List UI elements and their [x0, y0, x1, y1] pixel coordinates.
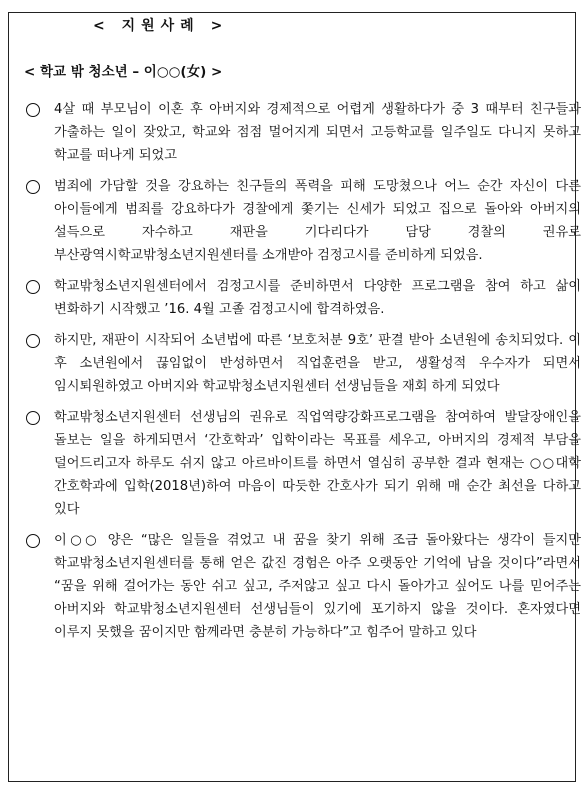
list-item-text: 하지만, 재판이 시작되어 소년법에 따른 ‘보호처분 9호’ 판결 받아 소년원에 송치되었다. 이 후 소년원에서 끊임없이 반성하면서 직업훈련을 받고, 생활성적 우수자가 되면서 임시퇴원하였고 아버지와 학교밖청소년지원센터 선생님들을 재회 하게 되었다	[54, 333, 581, 394]
circle-bullet-icon	[26, 103, 40, 117]
case-subtitle: < 학교 밖 청소년 – 이○○(女) >	[24, 64, 223, 80]
list-item	[26, 329, 581, 398]
circle-bullet-icon	[26, 411, 40, 425]
circle-bullet-icon	[26, 534, 40, 548]
list-item-text: 학교밖청소년지원센터에서 검정고시를 준비하면서 다양한 프로그램을 참여 하고 삶이 변화하기 시작했고 ’16. 4월 고졸 검정고시에 합격하였음.	[54, 279, 581, 317]
circle-bullet-icon	[26, 180, 40, 194]
case-study-box	[8, 12, 581, 782]
list-item	[26, 275, 581, 321]
list-item-text: 4살 때 부모님이 이혼 후 아버지와 경제적으로 어렵게 생활하다가 중 3 때부터 친구들과 가출하는 일이 잦았고, 학교와 점점 멀어지게 되면서 고등학교를 일주일도 다니지 못하고 학교를 떠나게 되었고	[54, 102, 581, 163]
list-item-text: 범죄에 가담할 것을 강요하는 친구들의 폭력을 피해 도망쳤으나 어느 순간 자신이 다른 아이들에게 범죄를 강요하다가 경찰에게 쫓기는 신세가 되었고 집으로 돌아와 아버지의 설득으로 자수하고 재판을 기다리다가 담당 경찰의 권유로 부산광역시학교밖청소년지원센터를 소개받아 검정고시를 준비하게 되었음.	[54, 179, 581, 263]
circle-bullet-icon	[26, 280, 40, 294]
list-item	[26, 529, 581, 644]
list-item	[26, 175, 581, 267]
list-item	[26, 406, 581, 521]
case-item-list	[26, 98, 581, 652]
circle-bullet-icon	[26, 334, 40, 348]
list-item-text: 학교밖청소년지원센터 선생님의 권유로 직업역량강화프로그램을 참여하여 발달장애인을 돌보는 일을 하게되면서 ‘간호학과’ 입학이라는 목표를 세우고, 아버지의 경제적 부담을 덜어드리고자 하루도 쉬지 않고 아르바이트를 하면서 열심히 공부한 결과 현재는 ○○대학 간호학과에 입학(2018년)하여 마음이 따듯한 간호사가 되기 위해 매 순간 최선을 다하고 있다	[54, 410, 581, 517]
section-legend: < 지원사례 >	[85, 15, 236, 35]
list-item	[26, 98, 581, 167]
list-item-text: 이○○ 양은 “많은 일들을 겪었고 내 꿈을 찾기 위해 조금 돌아왔다는 생각이 들지만 학교밖청소년지원센터를 통해 얻은 값진 경험은 아주 오랫동안 기억에 남을 것이다”라면서 “꿈을 위해 걸어가는 동안 쉬고 싶고, 주저않고 싶고 다시 돌아가고 싶어도 나를 믿어주는 아버지와 학교밖청소년지원센터 선생님들이 있기에 포기하지 않을 것이다. 혼자였다면 이루지 못했을 꿈이지만 함께라면 충분히 가능하다”고 힘주어 말하고 있다	[54, 533, 581, 640]
